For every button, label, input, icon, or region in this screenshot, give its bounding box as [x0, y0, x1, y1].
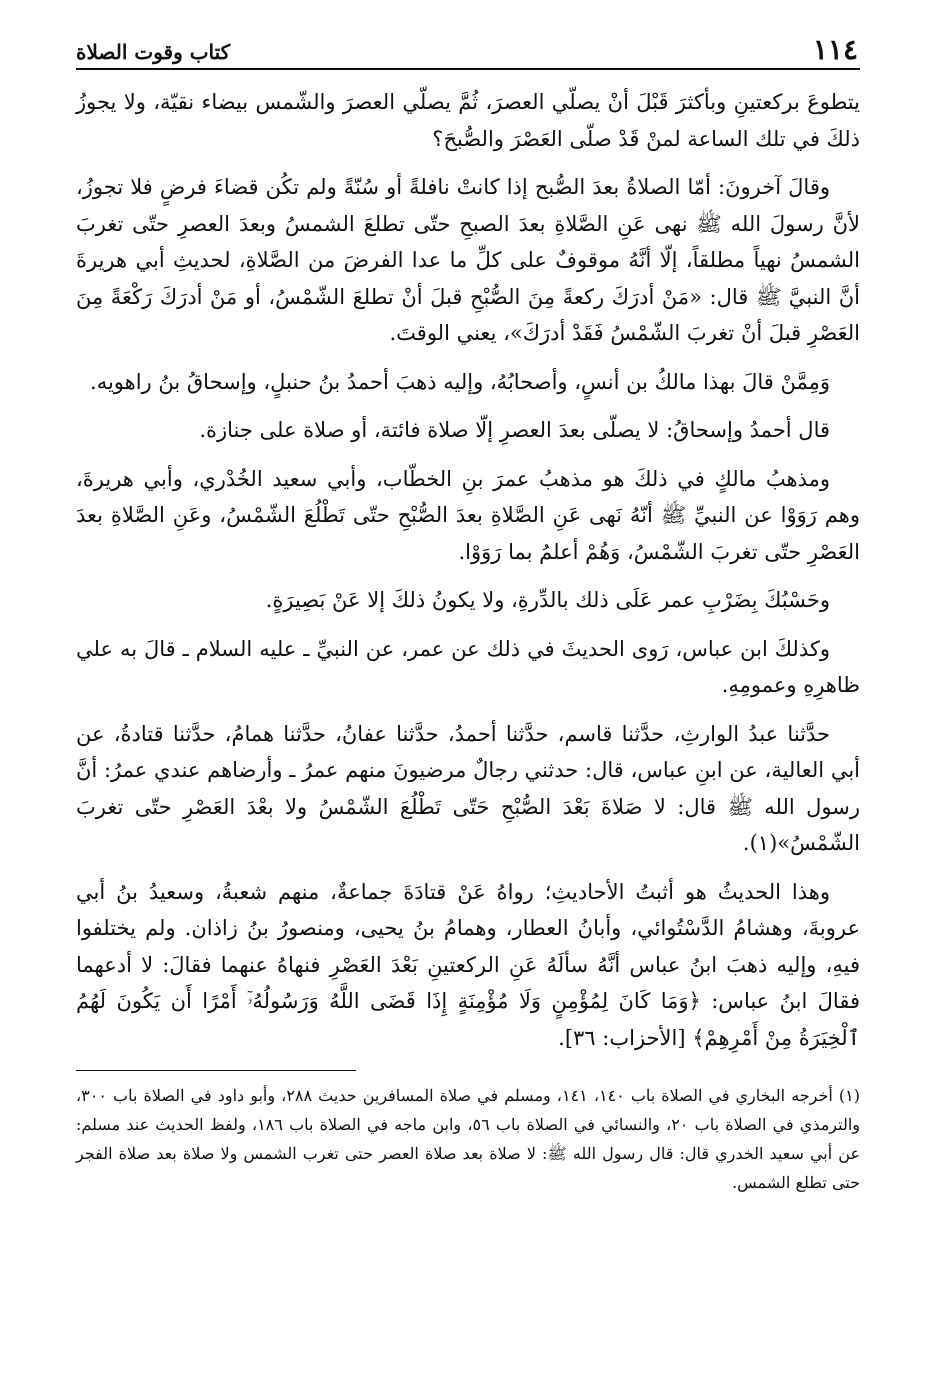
page-number: ١١٤	[812, 33, 858, 66]
body-text	[76, 84, 860, 1056]
footnote-separator	[76, 1070, 356, 1071]
paragraph: وقالَ آخرونَ: أمّا الصلاةُ بعدَ الصُّبح إذا كانتْ نافلةً أو سُنّةً ولم تكُن قضاءَ فرضٍ فلا تجوزُ، لأنَّ رسولَ الله ﷺ نهى عَنِ الصَّلاةِ بعدَ الصبحِ حتّى تطلعَ الشمسُ وبعدَ العصرِ حتّى تغربَ الشمسُ نهياً مطلقاً، إلّا أنَّهُ موقوفٌ على كلِّ ما عدا الفرضَ من الصَّلاةِ، لحديثِ أبي هريرةَ أنَّ النبيَّ ﷺ قال: «مَنْ أدرَكَ ركعةً مِنَ الصُّبْحِ قبلَ أنْ تطلعَ الشّمْسُ، أو مَنْ أدرَكَ رَكْعَةً مِنَ العَصْرِ قبلَ أنْ تغربَ الشّمْسُ فَقَدْ أدرَكَ»، يعني الوقتَ.	[76, 175, 860, 345]
page-header	[76, 28, 860, 70]
paragraph: قال أحمدُ وإسحاقُ: لا يصلّى بعدَ العصرِ إلّا صلاة فائتة، أو صلاة على جنازة.	[199, 418, 830, 442]
paragraph: يتطوعَ بركعتينِ وبأكثرَ قَبْلَ أنْ يصلّي العصرَ، ثُمَّ يصلّي العصرَ والشّمس بيضاء نقيّة، ولا يجوزُ ذلكَ في تلك الساعة لمنْ قَدْ صلّى العَصْرَ والصُّبحَ؟	[76, 90, 860, 151]
paragraph: وحَسْبُكَ بِضَرْبِ عمر عَلَى ذلك بالدِّرةِ، ولا يكونُ ذلكَ إلا عَنْ بَصِيرَةٍ.	[265, 588, 830, 612]
running-title: كتاب وقوت الصلاة	[76, 40, 231, 64]
book-page	[76, 28, 860, 1358]
footnotes	[76, 1081, 860, 1197]
paragraph: وكذلكَ ابن عباس، رَوى الحديثَ في ذلك عن عمر، عن النبيِّ ـ عليه السلام ـ قالَ به علي ظاهرِهِ وعمومِهِ.	[76, 636, 860, 697]
paragraph: ومذهبُ مالكٍ في ذلكَ هو مذهبُ عمرَ بنِ الخطّاب، وأبي سعيد الخُدْري، وأبي هريرةَ، وهم رَوَوْا عن النبيِّ ﷺ أنّهُ نَهى عَنِ الصَّلاةِ بعدَ الصُّبْحِ حتّى تَطْلُعَ الشّمْسُ، وعَنِ الصَّلاةِ بعدَ العَصْرِ حتّى تغربَ الشّمْسُ، وَهُمْ أعلمُ بما رَوَوْا.	[76, 466, 860, 564]
paragraph: حدَّثنا عبدُ الوارثِ، حدَّثنا قاسم، حدَّثنا أحمدُ، حدَّثنا عفانُ، حدَّثنا همامُ، حدَّثنا قتادةُ، عن أبي العالية، عن ابنِ عباس، قال: حدثني رجالٌ مرضيونَ منهم عمرُ ـ وأرضاهم عندي عمرُ: أنَّ رسول الله ﷺ قال: لا صَلاةَ بَعْدَ الصُّبْحِ حَتّى تَطْلُعَ الشّمْسُ ولا بعْدَ العَصْرِ حتّى تغربَ الشّمْسُ»(١).	[76, 721, 860, 855]
footnote: (١) أخرجه البخاري في الصلاة باب ١٤٠، ١٤١، ومسلم في صلاة المسافرين حديث ٢٨٨، وأبو داود في الصلاة باب ٣٠٠، والترمذي في الصلاة باب ٢٠، والنسائي في الصلاة باب ٥٦، وابن ماجه في الصلاة باب ١٨٦، ولفظ الحديث عند مسلم: عن أبي سعيد الخدري قال: قال رسول الله ﷺ: لا صلاة بعد صلاة العصر حتى تغرب الشمس ولا صلاة بعد صلاة الفجر حتى تطلع الشمس.	[76, 1086, 861, 1192]
paragraph: وَمِمَّنْ قالَ بهذا مالكُ بن أنسٍ، وأصحابُهُ، وإليه ذهبَ أحمدُ بنُ حنبلٍ، وإسحاقُ بنُ راهويه.	[90, 369, 830, 394]
paragraph: وهذا الحديثُ هو أثبتُ الأحاديثِ؛ رواهُ عَنْ قتادَةَ جماعةٌ، منهم شعبةُ، وسعيدُ بنُ أبي عروبةَ، وهشامُ الدَّسْتُوائي، وأبانُ العطار، وهمامُ بنُ يحيى، ومنصورُ بنُ زاذان. ولم يختلفوا فيهِ، وإليه ذهبَ ابنُ عباس أنَّهُ سألَهُ عَنِ الركعتينِ بَعْدَ العَصْرِ فنهاهُ عنهما فقالَ: لا أدعهما فقالَ ابنُ عباس: ﴿وَمَا كَانَ لِمُؤْمِنٍ وَلَا مُؤْمِنَةٍ إِذَا قَضَى اللَّهُ وَرَسُولُهُۥٓ أَمْرًا أَن يَكُونَ لَهُمُ ٱلْخِيَرَةُ مِنْ أَمْرِهِمْ﴾ [الأحزاب: ٣٦].	[76, 879, 860, 1050]
